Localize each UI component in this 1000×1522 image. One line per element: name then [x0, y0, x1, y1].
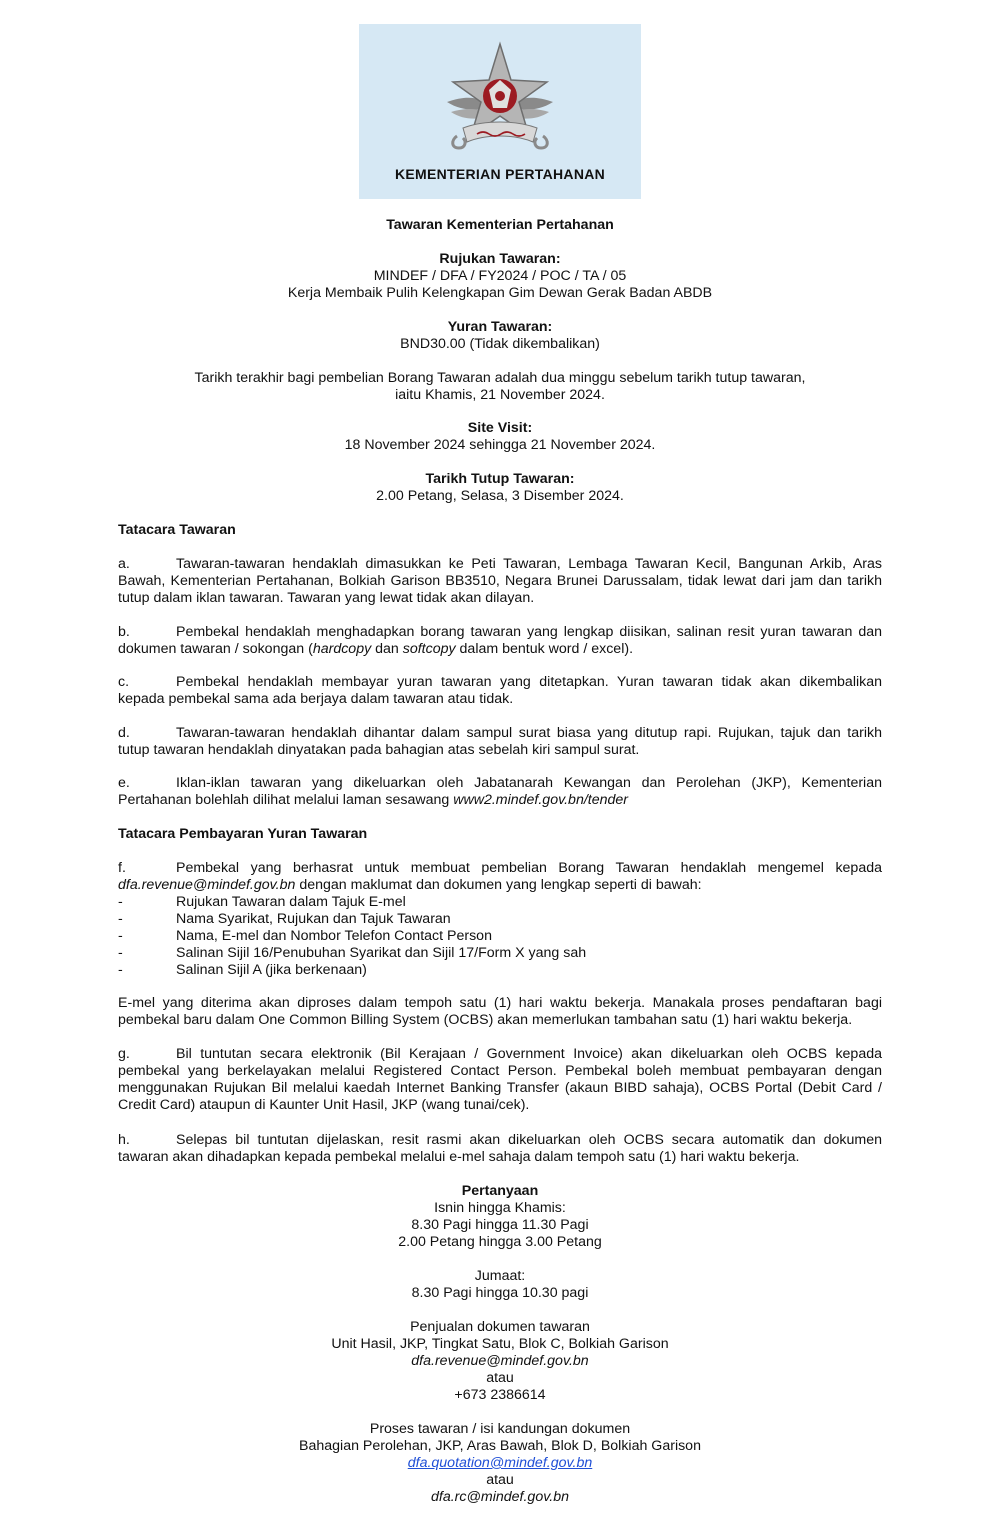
- list-item: - Nama Syarikat, Rujukan dan Tajuk Tawaran: [118, 911, 451, 927]
- item-text: Tawaran-tawaran hendaklah dimasukkan ke Peti Tawaran, Lembaga Tawaran Kecil, Bangunan Arkib, Aras Bawah, Kementerian Pertahanan, Bolkiah Garison BB3510, Negara Brunei Darussalam, tidak lewat dari jam dan tarikh tutup dalam iklan tawaran. Tawaran yang lewat tidak akan dilayan.: [118, 556, 882, 606]
- procedure-item-b: [118, 624, 882, 658]
- item-text: Pembekal hendaklah membayar yuran tawaran yang ditetapkan. Yuran tawaran tidak akan dikembalikan kepada pembekal sama ada berjaya dalam tawaran atau tidak.: [118, 674, 882, 707]
- item-text: Pembekal yang berhasrat untuk membuat pembelian Borang Tawaran hendaklah mengemel kepada: [176, 860, 882, 876]
- item-label: c.: [118, 674, 130, 690]
- reference-label: Rujukan Tawaran:: [439, 251, 561, 267]
- item-label: g.: [118, 1046, 130, 1062]
- procedure-item-a: [118, 556, 882, 607]
- list-item: - Salinan Sijil 16/Penubuhan Syarikat dan Sijil 17/Form X yang sah: [118, 945, 587, 961]
- item-text: dengan maklumat dan dokumen yang lengkap seperti di bawah:: [295, 877, 702, 893]
- item-text: dan: [371, 641, 403, 657]
- site-visit-label: Site Visit:: [467, 420, 533, 436]
- required-documents-list: [118, 894, 882, 979]
- tender-website-link[interactable]: www2.mindef.gov.bn/tender: [453, 792, 629, 808]
- ministry-emblem-icon: [359, 24, 641, 164]
- item-text: Pembekal hendaklah menghadapkan borang tawaran yang lengkap diisikan, salinan resit yuran tawaran dan dokumen tawaran / sokongan (: [118, 624, 882, 657]
- ministry-logo: [359, 24, 641, 199]
- item-text: dalam bentuk word / excel).: [455, 641, 634, 657]
- payment-item-h: [118, 1132, 882, 1166]
- logo-org-name: KEMENTERIAN PERTAHANAN: [394, 166, 606, 182]
- procedure-item-d: [118, 725, 882, 759]
- reference-description: Kerja Membaik Pulih Kelengkapan Gim Dewan Gerak Badan ABDB: [287, 285, 713, 301]
- item-emphasis: softcopy: [402, 641, 456, 657]
- rc-email-link[interactable]: dfa.rc@mindef.gov.bn: [431, 1489, 569, 1505]
- quotation-email-link[interactable]: dfa.quotation@mindef.gov.bn: [407, 1455, 593, 1471]
- fee-value: BND30.00 (Tidak dikembalikan): [400, 336, 600, 352]
- item-text: Tawaran-tawaran hendaklah dihantar dalam sampul surat biasa yang ditutup rapi. Rujukan, tajuk dan tarikh tutup tawaran hendaklah dinyatakan pada bahagian atas sebelah kiri sampul surat.: [118, 725, 882, 758]
- closing-label: Tarikh Tutup Tawaran:: [425, 471, 575, 487]
- weekday-afternoon-hours: 2.00 Petang hingga 3.00 Petang: [398, 1234, 602, 1250]
- procedure-item-e: [118, 775, 882, 809]
- payment-item-f: [118, 860, 882, 894]
- fee-label: Yuran Tawaran:: [447, 319, 553, 335]
- item-label: d.: [118, 725, 130, 741]
- item-label: a.: [118, 556, 130, 572]
- closing-value: 2.00 Petang, Selasa, 3 Disember 2024.: [376, 488, 624, 504]
- site-visit-value: 18 November 2024 sehingga 21 November 2024.: [344, 437, 656, 453]
- list-item: - Rujukan Tawaran dalam Tajuk E-mel: [118, 894, 406, 910]
- enquiries-heading: Pertanyaan: [461, 1183, 539, 1199]
- weekday-label: Isnin hingga Khamis:: [434, 1200, 566, 1216]
- revenue-email-link[interactable]: dfa.revenue@mindef.gov.bn: [118, 877, 296, 893]
- sales-address: Unit Hasil, JKP, Tingkat Satu, Blok C, Bolkiah Garison: [331, 1336, 669, 1352]
- item-emphasis: hardcopy: [312, 641, 372, 657]
- item-text: Bil tuntutan secara elektronik (Bil Kerajaan / Government Invoice) akan dikeluarkan oleh OCBS kepada pembekal yang berkelayakan melalui Registered Contact Person. Pembekal boleh membuat pembayaran dengan menggunakan Rujukan Bil melalui kaedah Internet Banking Transfer (akaun BIBD sahaja), OCBS Portal (Debit Card / Credit Card) ataupun di Kaunter Unit Hasil, JKP (wang tunai/cek).: [118, 1046, 882, 1113]
- friday-label: Jumaat:: [474, 1268, 526, 1284]
- list-item: - Salinan Sijil A (jika berkenaan): [118, 962, 367, 978]
- item-label: f.: [118, 860, 126, 876]
- payment-heading: Tatacara Pembayaran Yuran Tawaran: [118, 826, 368, 842]
- sales-label: Penjualan dokumen tawaran: [410, 1319, 590, 1335]
- item-text: Iklan-iklan tawaran yang dikeluarkan oleh Jabatanarah Kewangan dan Perolehan (JKP), Kementerian Pertahanan bolehlah dilihat melalui laman sesawang: [118, 775, 882, 808]
- item-label: b.: [118, 624, 130, 640]
- friday-hours: 8.30 Pagi hingga 10.30 pagi: [411, 1285, 589, 1301]
- item-label: e.: [118, 775, 130, 791]
- procedure-item-c: [118, 674, 882, 708]
- process-address: Bahagian Perolehan, JKP, Aras Bawah, Blok D, Bolkiah Garison: [299, 1438, 701, 1454]
- deadline-note-line2: iaitu Khamis, 21 November 2024.: [395, 387, 605, 403]
- or-separator: atau: [486, 1472, 514, 1488]
- payment-item-g: [118, 1046, 882, 1114]
- list-item: - Nama, E-mel dan Nombor Telefon Contact Person: [118, 928, 492, 944]
- weekday-morning-hours: 8.30 Pagi hingga 11.30 Pagi: [411, 1217, 589, 1233]
- page-title: Tawaran Kementerian Pertahanan: [386, 217, 614, 233]
- item-label: h.: [118, 1132, 130, 1148]
- item-text: Selepas bil tuntutan dijelaskan, resit rasmi akan dikeluarkan oleh OCBS secara automatik dan dokumen tawaran akan dihadapkan kepada pembekal melalui e-mel sahaja dalam tempoh satu (1) hari waktu bekerja.: [118, 1132, 882, 1165]
- or-separator: atau: [486, 1370, 514, 1386]
- deadline-note-line1: Tarikh terakhir bagi pembelian Borang Tawaran adalah dua minggu sebelum tarikh tutup tawaran,: [194, 370, 806, 386]
- email-processing-note: E-mel yang diterima akan diproses dalam tempoh satu (1) hari waktu bekerja. Manakala proses pendaftaran bagi pembekal baru dalam One Common Billing System (OCBS) akan memerlukan tambahan satu (1) hari waktu bekerja.: [118, 995, 882, 1028]
- process-label: Proses tawaran / isi kandungan dokumen: [369, 1421, 631, 1437]
- reference-code: MINDEF / DFA / FY2024 / POC / TA / 05: [373, 268, 627, 284]
- sales-email-link[interactable]: dfa.revenue@mindef.gov.bn: [411, 1353, 589, 1369]
- sales-phone: +673 2386614: [454, 1387, 546, 1403]
- procedure-heading: Tatacara Tawaran: [118, 522, 236, 538]
